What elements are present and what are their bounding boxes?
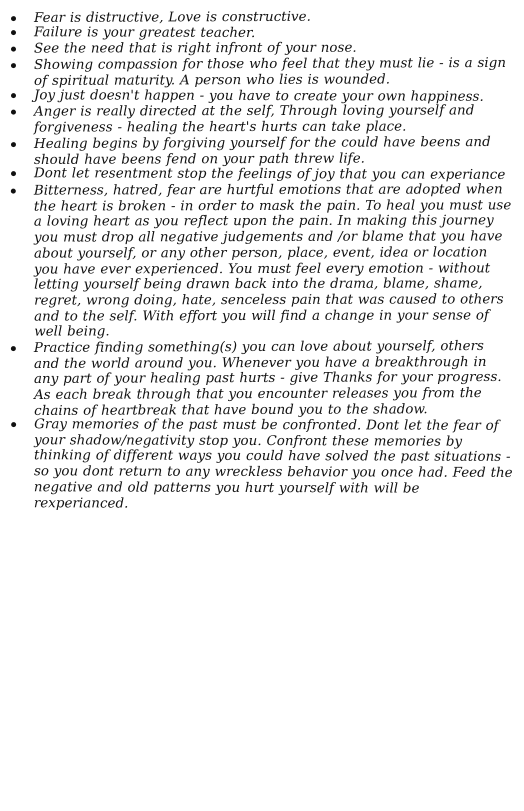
list-item [8,88,514,105]
note-text: See the need that is right infront of your nose. [33,41,357,58]
bullet-icon [11,142,16,147]
note-text: Gray memories of the past must be confronted. Dont let the fear of your shadow/negativity stop you. Confront these memories by thinking of different ways you could have solved the past situations - so you dont return to any wreckless behavior you once had. Feed the negative and old patterns you hurt yourself with will be rexperianced. [33,417,513,512]
note-text: Healing begins by forgiving yourself for the could have beens and should have beens fend on your path threw life. [33,134,491,168]
note-text: Fear is distructive, Love is constructive. [33,9,311,26]
list-item [8,9,514,27]
bullet-icon [11,93,16,98]
bullet-icon [11,110,16,115]
bullet-icon [11,47,16,52]
bullet-icon [11,63,16,68]
bullet-icon [11,30,16,35]
bullet-icon [11,16,16,21]
note-text: Bitterness, hatred, fear are hurtful emotions that are adopted when the heart is broken - in order to mask the pain. To heal you must use a loving heart as you reflect upon the pain. In making this journey you must drop all negative judgements and /or blame that you have about yourself, or any other person, place, event, idea or location you have ever experienced. You must feel every emotion - without letting yourself being drawn back into the drama, blame, shame, regret, wrong doing, hate, senceless pain that was caused to others and to the self. With effort you will find a change in your sense of well being. [33,182,512,340]
list-item [8,166,514,183]
bullet-icon [11,346,16,351]
bullet-icon [11,422,16,427]
list-item [8,182,514,340]
note-text: Failure is your greatest teacher. [33,24,256,41]
list-item [8,41,514,58]
note-text: Anger is really directed at the self, Through loving yourself and forgiveness - healing the heart's hurts can take place. [33,103,475,136]
note-text: Joy just doesn't happen - you have to create your own happiness. [33,87,484,105]
list-item [8,417,514,513]
bullet-icon [11,171,16,176]
list-item [8,56,514,90]
list-item [8,339,514,420]
list-item [8,135,514,169]
note-text: Practice finding something(s) you can love about yourself, others and the world around you. Whenever you have a breakthrough in any part of your healing past hurts - give Thanks for your progress. As each break through that you encounter releases you from the chains of heartbreak that have bound you to the shadow. [33,338,502,419]
note-text: Showing compassion for those who feel that they must lie - is a sign of spiritual maturity. A person who lies is wounded. [33,56,507,89]
bullet-icon [11,188,16,193]
note-text: Dont let resentment stop the feelings of joy that you can experiance [33,166,506,183]
list-item [8,104,514,137]
notes-list [8,10,514,513]
